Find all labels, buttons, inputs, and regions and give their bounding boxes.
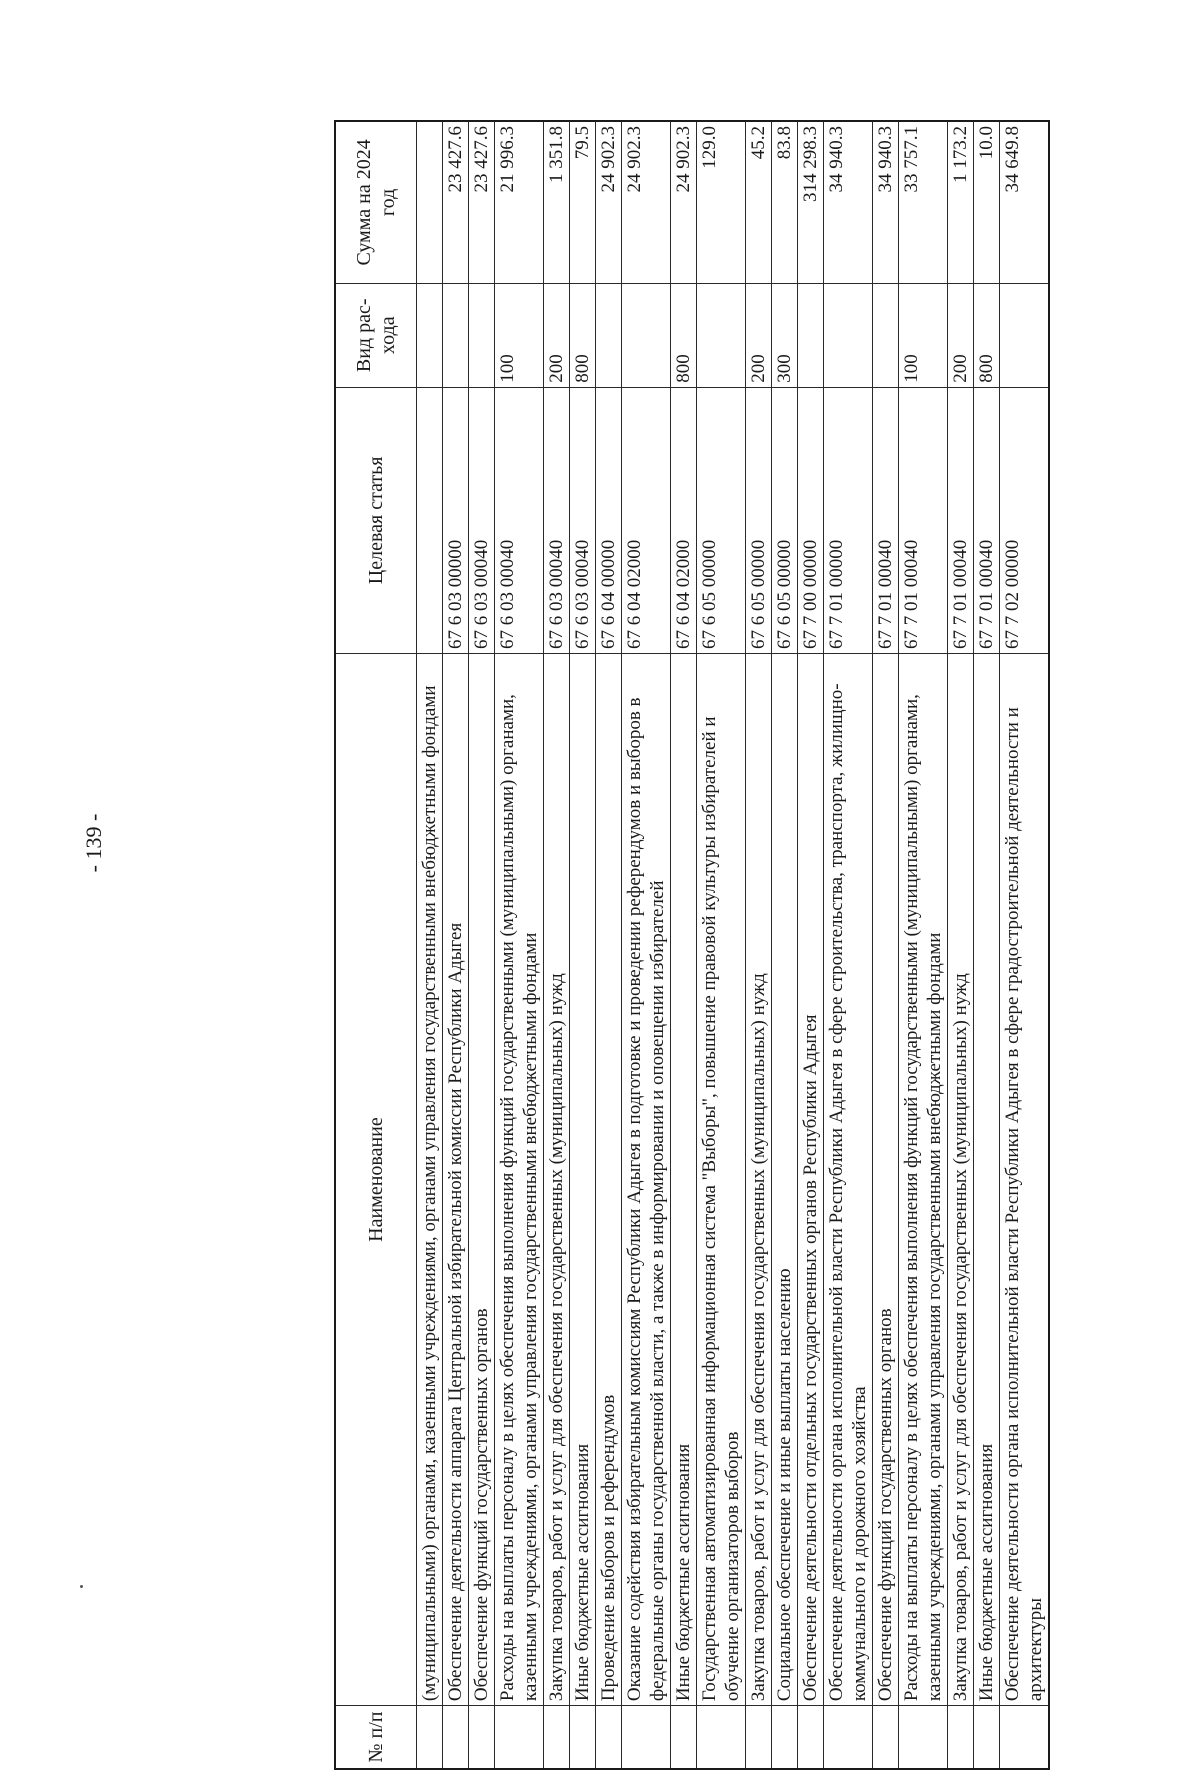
table-row bbox=[798, 121, 824, 1769]
cell-num bbox=[544, 1706, 570, 1769]
table-row bbox=[671, 121, 697, 1769]
cell-num bbox=[596, 1706, 622, 1769]
cell-kind: 300 bbox=[772, 283, 798, 387]
cell-sum: 21 996.3 bbox=[495, 121, 544, 283]
table-row bbox=[948, 121, 974, 1769]
cell-name: Расходы на выплаты персоналу в целях обеспечения выполнения функций государственными (муниципальными) органами, казенными учреждениями, органами управления государственными внебюджетными фондами bbox=[899, 653, 948, 1705]
table-row bbox=[697, 121, 746, 1769]
cell-name: Иные бюджетные ассигнования bbox=[974, 653, 1000, 1705]
cell-num bbox=[746, 1706, 772, 1769]
table-row bbox=[570, 121, 596, 1769]
cell-target: 67 7 02 00000 bbox=[1000, 387, 1050, 653]
cell-num bbox=[443, 1706, 469, 1769]
budget-table bbox=[334, 120, 1050, 1770]
cell-sum: 314 298.3 bbox=[798, 121, 824, 283]
header-num: № п/п bbox=[335, 1706, 417, 1769]
cell-sum: 24 902.3 bbox=[671, 121, 697, 283]
table-body bbox=[417, 121, 1050, 1769]
table-header-row bbox=[335, 121, 417, 1769]
cell-sum: 129.0 bbox=[697, 121, 746, 283]
cell-name: Обеспечение деятельности отдельных государственных органов Республики Адыгея bbox=[798, 653, 824, 1705]
cell-name: Социальное обеспечение и иные выплаты населению bbox=[772, 653, 798, 1705]
table-row bbox=[873, 121, 899, 1769]
cell-sum: 45.2 bbox=[746, 121, 772, 283]
table-row bbox=[974, 121, 1000, 1769]
cell-target: 67 7 00 00000 bbox=[798, 387, 824, 653]
cell-num bbox=[798, 1706, 824, 1769]
header-kind: Вид рас-хода bbox=[335, 283, 417, 387]
cell-num bbox=[622, 1706, 671, 1769]
cell-kind bbox=[798, 283, 824, 387]
cell-target: 67 6 05 00000 bbox=[697, 387, 746, 653]
cell-kind bbox=[873, 283, 899, 387]
cell-sum: 83.8 bbox=[772, 121, 798, 283]
cell-kind bbox=[697, 283, 746, 387]
cell-target: 67 6 05 00000 bbox=[746, 387, 772, 653]
cell-target: 67 6 03 00000 bbox=[443, 387, 469, 653]
cell-name: Закупка товаров, работ и услуг для обеспечения государственных (муниципальных) нужд bbox=[544, 653, 570, 1705]
cell-target: 67 7 01 00040 bbox=[974, 387, 1000, 653]
cell-num bbox=[671, 1706, 697, 1769]
cell-target: 67 6 03 00040 bbox=[570, 387, 596, 653]
cell-sum: 33 757.1 bbox=[899, 121, 948, 283]
table-row bbox=[1000, 121, 1050, 1769]
cell-num bbox=[495, 1706, 544, 1769]
cell-kind: 100 bbox=[899, 283, 948, 387]
cell-target: 67 7 01 00000 bbox=[824, 387, 873, 653]
cell-kind bbox=[622, 283, 671, 387]
cell-num bbox=[1000, 1706, 1050, 1769]
cell-sum: 34 649.8 bbox=[1000, 121, 1050, 283]
cell-kind bbox=[469, 283, 495, 387]
budget-table-rotated bbox=[334, 120, 1050, 1770]
cell-target: 67 6 04 00000 bbox=[596, 387, 622, 653]
cell-num bbox=[469, 1706, 495, 1769]
header-name: Наименование bbox=[335, 653, 417, 1705]
cell-kind bbox=[417, 283, 443, 387]
cell-name: Проведение выборов и референдумов bbox=[596, 653, 622, 1705]
cell-kind: 800 bbox=[570, 283, 596, 387]
cell-sum: 24 902.3 bbox=[596, 121, 622, 283]
table-row bbox=[772, 121, 798, 1769]
table-row bbox=[622, 121, 671, 1769]
header-sum: Сумма на 2024 год bbox=[335, 121, 417, 283]
cell-num bbox=[824, 1706, 873, 1769]
cell-name: Обеспечение деятельности аппарата Центральной избирательной комиссии Республики Адыгея bbox=[443, 653, 469, 1705]
cell-target bbox=[417, 387, 443, 653]
cell-kind bbox=[1000, 283, 1050, 387]
cell-sum: 79.5 bbox=[570, 121, 596, 283]
table-row bbox=[899, 121, 948, 1769]
cell-sum: 34 940.3 bbox=[824, 121, 873, 283]
cell-kind bbox=[596, 283, 622, 387]
cell-name: Обеспечение функций государственных органов bbox=[469, 653, 495, 1705]
cell-sum bbox=[417, 121, 443, 283]
cell-name: Закупка товаров, работ и услуг для обеспечения государственных (муниципальных) нужд bbox=[746, 653, 772, 1705]
cell-target: 67 6 05 00000 bbox=[772, 387, 798, 653]
cell-name: (муниципальными) органами, казенными учреждениями, органами управления государственными внебюджетными фондами bbox=[417, 653, 443, 1705]
table-row bbox=[596, 121, 622, 1769]
cell-name: Обеспечение функций государственных органов bbox=[873, 653, 899, 1705]
cell-num bbox=[873, 1706, 899, 1769]
cell-sum: 1 351.8 bbox=[544, 121, 570, 283]
cell-target: 67 7 01 00040 bbox=[873, 387, 899, 653]
cell-name: Обеспечение деятельности органа исполнительной власти Республики Адыгея в сфере строительства, транспорта, жилищно-коммунального и дорожного хозяйства bbox=[824, 653, 873, 1705]
cell-num bbox=[899, 1706, 948, 1769]
cell-target: 67 6 04 02000 bbox=[671, 387, 697, 653]
cell-name: Оказание содействия избирательным комиссиям Республики Адыгея в подготовке и проведении референдумов и выборов в федеральные органы государственной власти, а также в информировании и оповещении избирателей bbox=[622, 653, 671, 1705]
cell-kind bbox=[824, 283, 873, 387]
header-target: Целевая статья bbox=[335, 387, 417, 653]
cell-sum: 23 427.6 bbox=[469, 121, 495, 283]
cell-kind: 200 bbox=[544, 283, 570, 387]
cell-kind: 800 bbox=[974, 283, 1000, 387]
cell-name: Государственная автоматизированная информационная система "Выборы", повышение правовой культуры избирателей и обучение организаторов выборов bbox=[697, 653, 746, 1705]
cell-sum: 34 940.3 bbox=[873, 121, 899, 283]
cell-target: 67 6 03 00040 bbox=[469, 387, 495, 653]
scan-speck bbox=[80, 1585, 83, 1588]
table-row bbox=[443, 121, 469, 1769]
table-row bbox=[824, 121, 873, 1769]
cell-num bbox=[974, 1706, 1000, 1769]
table-row bbox=[469, 121, 495, 1769]
table-row bbox=[495, 121, 544, 1769]
cell-name: Иные бюджетные ассигнования bbox=[570, 653, 596, 1705]
cell-sum: 23 427.6 bbox=[443, 121, 469, 283]
cell-target: 67 7 01 00040 bbox=[948, 387, 974, 653]
cell-name: Обеспечение деятельности органа исполнительной власти Республики Адыгея в сфере градостроительной деятельности и архитектуры bbox=[1000, 653, 1050, 1705]
cell-target: 67 6 03 00040 bbox=[495, 387, 544, 653]
cell-kind: 200 bbox=[746, 283, 772, 387]
cell-target: 67 7 01 00040 bbox=[899, 387, 948, 653]
cell-kind: 100 bbox=[495, 283, 544, 387]
cell-sum: 24 902.3 bbox=[622, 121, 671, 283]
cell-num bbox=[697, 1706, 746, 1769]
cell-kind bbox=[443, 283, 469, 387]
cell-kind: 200 bbox=[948, 283, 974, 387]
cell-name: Иные бюджетные ассигнования bbox=[671, 653, 697, 1705]
cell-num bbox=[417, 1706, 443, 1769]
table-row bbox=[746, 121, 772, 1769]
table-row bbox=[544, 121, 570, 1769]
cell-num bbox=[948, 1706, 974, 1769]
cell-target: 67 6 03 00040 bbox=[544, 387, 570, 653]
cell-num bbox=[772, 1706, 798, 1769]
page-number: - 139 - bbox=[81, 813, 106, 873]
cell-name: Закупка товаров, работ и услуг для обеспечения государственных (муниципальных) нужд bbox=[948, 653, 974, 1705]
cell-target: 67 6 04 02000 bbox=[622, 387, 671, 653]
cell-sum: 10.0 bbox=[974, 121, 1000, 283]
cell-num bbox=[570, 1706, 596, 1769]
cell-kind: 800 bbox=[671, 283, 697, 387]
cell-sum: 1 173.2 bbox=[948, 121, 974, 283]
cell-name: Расходы на выплаты персоналу в целях обеспечения выполнения функций государственными (муниципальными) органами, казенными учреждениями, органами управления государственными внебюджетными фондами bbox=[495, 653, 544, 1705]
table-row bbox=[417, 121, 443, 1769]
